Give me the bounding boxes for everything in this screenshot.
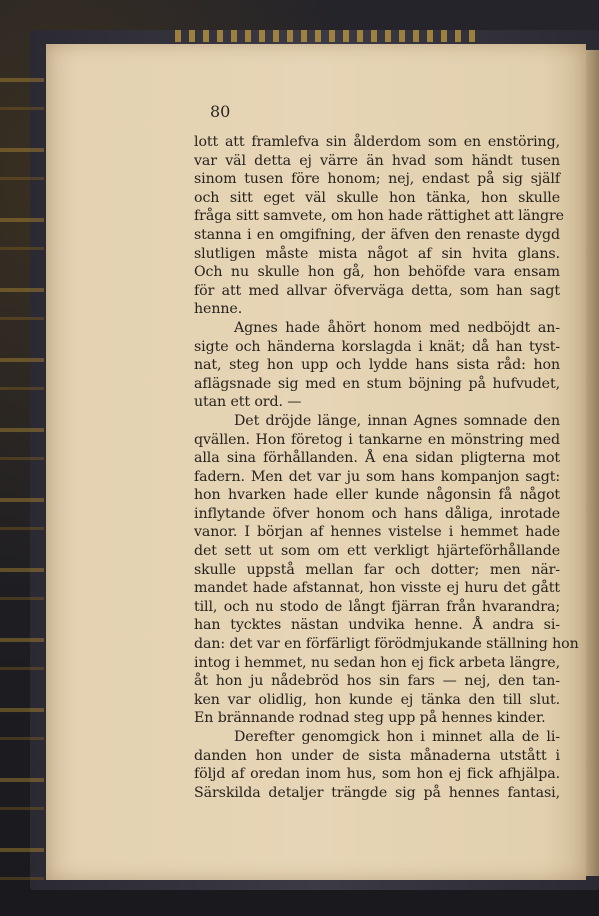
text-line: lott att framlefva sin ålderdom som en enstöring, [194,134,560,150]
text-line: aflägsnade sig med en stum böjning på hufvudet, [194,375,560,392]
text-line: mandet hade afstannat, hon visste ej huru det gått [194,580,560,597]
text-line: nat, steg hon upp och lydde hans sista råd: hon [194,357,560,374]
binding-pattern [0,60,44,880]
top-cover-pattern [175,30,475,42]
text-line: inflytande öfver honom och hans dåliga, inrotade [194,505,560,522]
text-line: henne. [194,301,243,318]
text-line: Agnes hade åhört honom med nedböjdt an- [234,319,560,336]
body-text [194,133,579,802]
text-line: utan ett ord. — [194,394,302,411]
text-line: sigte och händerna korslagda i knät; då han tyst- [194,338,560,355]
text-line: danden hon under de sista månaderna utstått i [194,747,560,764]
page-stack-edge [586,50,599,876]
text-line: hon hvarken hade eller kunde någonsin få något [194,487,560,504]
text-line: skulle uppstå mellan far och dotter; men när- [194,561,560,578]
text-line: följd af oredan inom hus, som hon ej fick afhjälpa. [194,766,560,783]
text-line: Och nu skulle hon gå, hon behöfde vara ensam [194,264,560,281]
text-line: vanor. I början af hennes vistelse i hemmet hade [194,524,560,541]
text-line: till, och nu stodo de långt fjärran från hvarandra; [194,598,560,615]
book-page [46,44,586,880]
text-line: dan: det var en förfärligt förödmjukande ställning hon [194,636,579,653]
text-line: stanna i en omgifning, der äfven den renaste dygd [194,226,560,243]
text-line: för att med allvar öfverväga detta, som han sagt [194,282,560,299]
text-line: Det dröjde länge, innan Agnes somnade den [234,412,560,429]
text-line: fadern. Men det var ju som hans kompanjon sagt: [194,468,560,485]
text-line: Derefter genomgick hon i minnet alla de li- [234,729,560,745]
text-line: var väl detta ej värre än hvad som händt tusen [194,152,560,169]
text-line: ken var olidlig, hon kunde ej tänka den till slut. [194,691,560,708]
text-line: det sett ut som om ett verkligt hjärteförhållande [194,543,560,560]
text-line: En brännande rodnad steg upp på hennes kinder. [194,710,546,727]
text-line: alla sina förhållanden. Å ena sidan pligterna mot [194,450,560,467]
text-line: han tycktes nästan undvika henne. Å andra si- [194,617,560,634]
text-line: åt hon ju nådebröd hos sin fars — nej, den tan- [194,673,560,690]
text-line: och sitt eget väl skulle hon tänka, hon skulle [194,189,560,206]
page-number: 80 [210,102,231,121]
text-line: qvällen. Hon företog i tankarne en mönstring med [194,431,560,448]
text-line: sinom tusen före honom; nej, endast på sig själf [194,171,560,188]
text-line: slutligen måste mista något af sin hvita glans. [194,245,560,262]
text-line: intog i hemmet, nu sedan hon ej fick arbeta längre, [194,654,560,671]
text-line: Särskilda detaljer trängde sig på hennes fantasi, [194,784,560,801]
text-line: fråga sitt samvete, om hon hade rättighet att längre [194,208,564,225]
